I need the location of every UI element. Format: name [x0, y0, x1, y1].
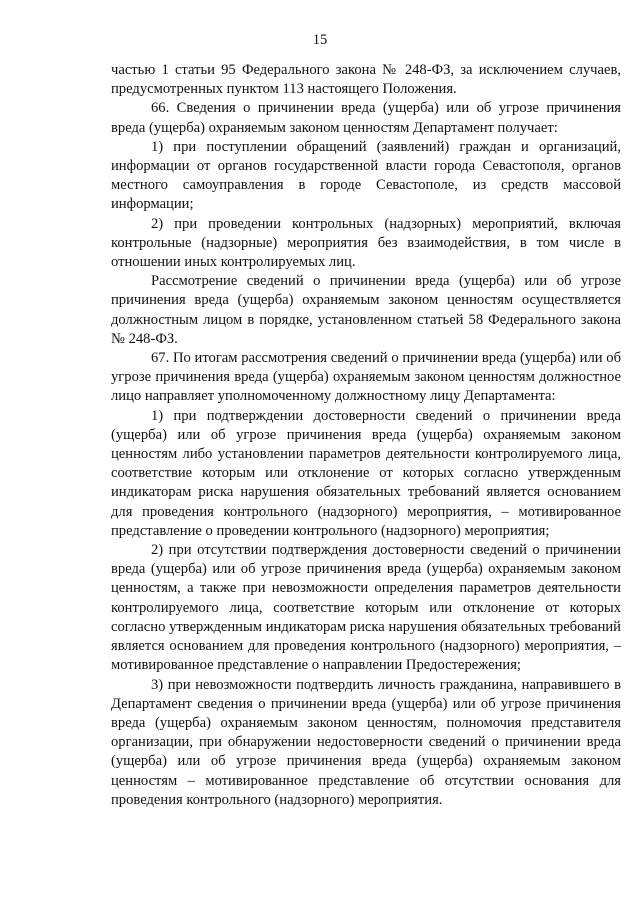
paragraph-item-67: 67. По итогам рассмотрения сведений о причинении вреда (ущерба) или об угрозе причинения вреда (ущерба) охраняемым законом ценностям должностное лицо направляет уполномоченному должностному лицу Департамента:: [111, 350, 621, 405]
paragraph-item-66-sub-1: 1) при поступлении обращений (заявлений) граждан и организаций, информации от органов государственной власти города Севастополя, органов местного самоуправления в городе Севастополе, из средств массовой информации;: [111, 138, 621, 213]
paragraph-item-67-sub-1: 1) при подтверждении достоверности сведений о причинении вреда (ущерба) или об угрозе причинения вреда (ущерба) охраняемым законом ценностям либо установлении параметров деятельности контролируемого лица, соответствие которым или отклонение от которых согласно утвержденным индикаторам риска нарушения обязательных требований является основанием для проведения контрольного (надзорного) мероприятия, – мотивированное представление о проведении контрольного (надзорного) мероприятия;: [111, 407, 621, 539]
document-body: [111, 61, 621, 810]
paragraph-item-66-review: Рассмотрение сведений о причинении вреда (ущерба) или об угрозе причинения вреда (ущерба) охраняемым законом ценностям осуществляется должностным лицом в порядке, установленном статьей 58 Федерального закона № 248-ФЗ.: [111, 273, 621, 347]
paragraph-item-67-sub-3: 3) при невозможности подтвердить личность гражданина, направившего в Департамент сведения о причинении вреда (ущерба) или об угрозе причинения вреда (ущерба) охраняемым законом ценностям, полномочия представителя организации, при обнаружении недостоверности сведений о причинении вреда (ущерба) или об угрозе причинения вреда (ущерба) охраняемым законом ценностям – мотивированное представление об отсутствии основания для проведения контрольного (надзорного) мероприятия.: [111, 676, 621, 808]
paragraph-item-66-sub-2: 2) при проведении контрольных (надзорных) мероприятий, включая контрольные (надзорные) мероприятия без взаимодействия, в том числе в отношении иных контролируемых лиц.: [111, 215, 621, 271]
paragraph-item-66: 66. Сведения о причинении вреда (ущерба) или об угрозе причинения вреда (ущерба) охраняемым законом ценностям Департамент получает:: [111, 100, 621, 136]
paragraph-item-67-sub-2: 2) при отсутствии подтверждения достоверности сведений о причинении вреда (ущерба) или об угрозе причинения вреда (ущерба) охраняемым законом ценностям, а также при невозможности определения параметров деятельности контролируемого лица, соответствие которым или отклонение от которых согласно утвержденным индикаторам риска нарушения обязательных требований является основанием для проведения контрольного (надзорного) мероприятия, – мотивированное представление о направлении Предостережения;: [111, 542, 621, 674]
page-number: 15: [312, 32, 328, 48]
paragraph-continuation: частью 1 статьи 95 Федерального закона № 248-ФЗ, за исключением случаев, предусмотренных пунктом 113 настоящего Положения.: [111, 62, 621, 98]
